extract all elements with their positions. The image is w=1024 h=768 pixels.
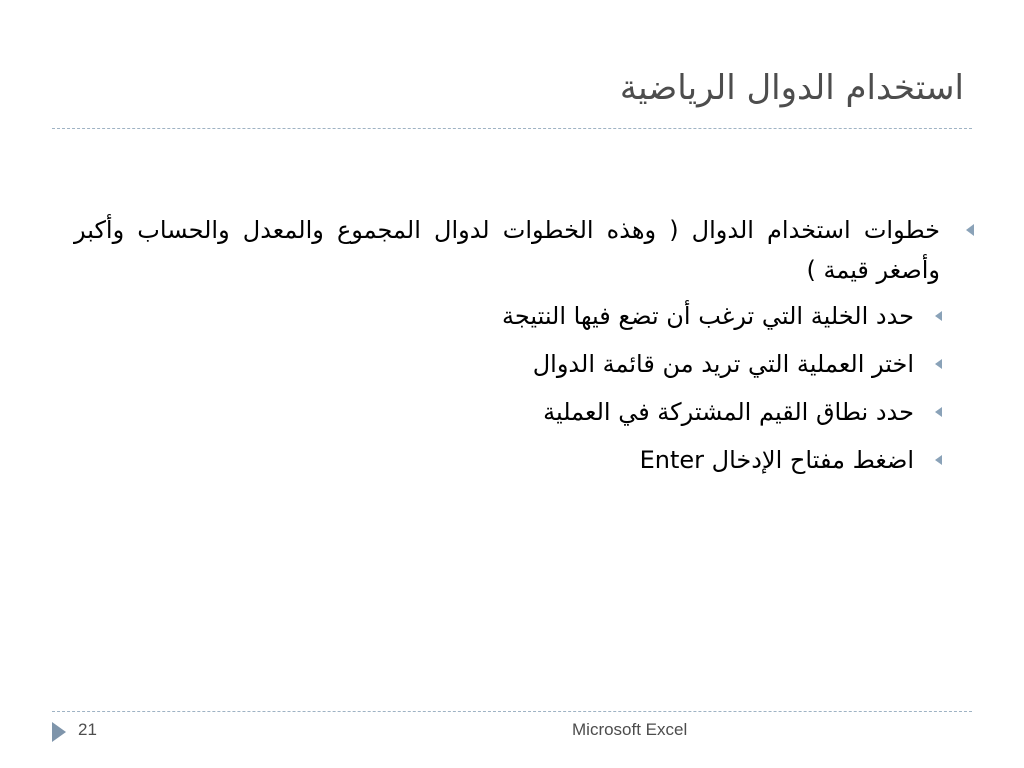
- sub-bullet-text: اضغط مفتاح الإدخال Enter: [639, 446, 914, 474]
- bullet-triangle-icon: [935, 407, 942, 417]
- main-bullet-text: خطوات استخدام الدوال ( وهذه الخطوات لدوال المجموع والمعدل والحساب وأكبر وأصغر قيمة ): [74, 216, 940, 284]
- sub-bullet: [74, 296, 928, 336]
- footer-text: Microsoft Excel: [572, 720, 688, 739]
- bullet-triangle-icon: [935, 455, 942, 465]
- sub-bullet: [74, 344, 928, 384]
- triangle-right-icon: [52, 722, 66, 742]
- bullet-triangle-icon: [935, 311, 942, 321]
- sub-bullet: [74, 392, 928, 432]
- sub-bullet-text: حدد الخلية التي ترغب أن تضع فيها النتيجة: [501, 302, 914, 330]
- sub-bullet: [74, 440, 928, 480]
- footer-divider: [52, 711, 972, 712]
- sub-bullet-text: اختر العملية التي تريد من قائمة الدوال: [532, 350, 914, 378]
- sub-bullet-text: حدد نطاق القيم المشتركة في العملية: [543, 398, 914, 426]
- slide-content: [74, 210, 954, 488]
- main-bullet: [74, 210, 954, 290]
- bullet-triangle-icon: [966, 224, 974, 236]
- title-divider: [52, 128, 972, 129]
- slide-title: استخدام الدوال الرياضية: [619, 68, 964, 108]
- page-number: 21: [78, 720, 97, 739]
- bullet-triangle-icon: [935, 359, 942, 369]
